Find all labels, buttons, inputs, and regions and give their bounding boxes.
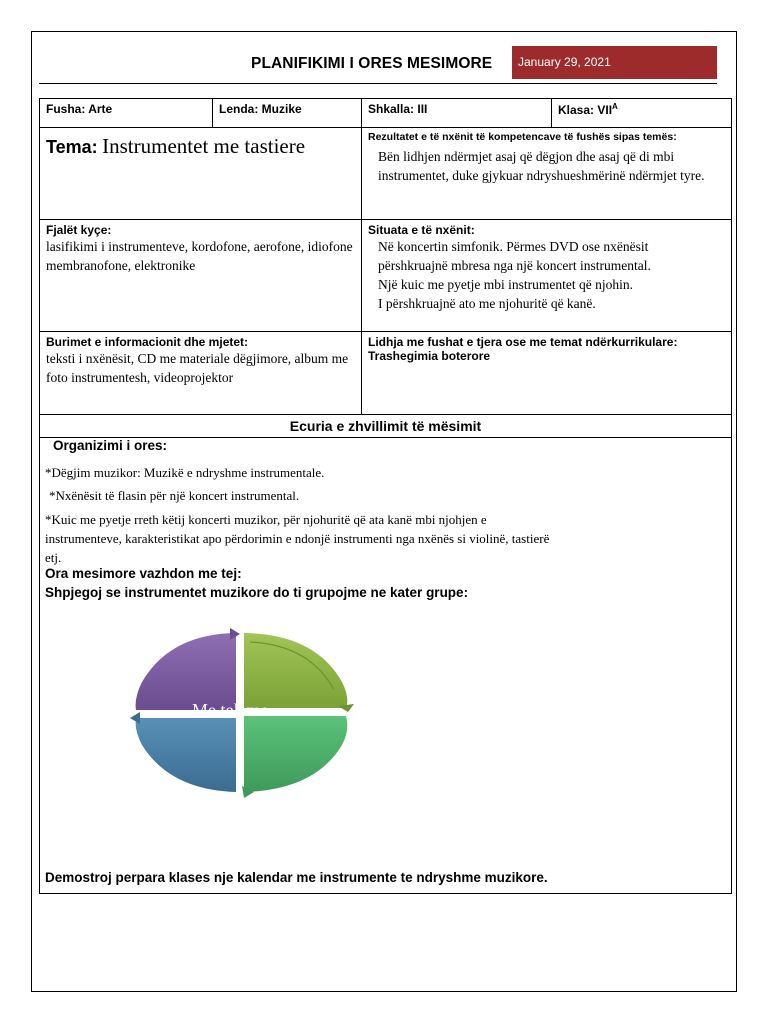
shkalla-cell: Shkalla: III — [362, 99, 552, 128]
lenda-cell: Lenda: Muzike — [213, 99, 362, 128]
tema-label: Tema: — [46, 137, 98, 157]
situata-line: përshkruajnë mbresa nga një koncert instrumental. — [378, 258, 651, 273]
situata-cell — [362, 220, 732, 332]
quadrant-light-green — [244, 633, 347, 708]
diagram-center-label: Me telame — [192, 700, 269, 720]
lidhja-text: Trashegimia boterore — [368, 349, 491, 363]
grouping-explanation: Shpjegoj se instrumentet muzikore do ti grupojme ne kater grupe: — [45, 585, 469, 600]
rezultatet-label: Rezultatet e të nxënit të kompetencave të fushës sipas temës: — [368, 131, 677, 143]
rezultatet-cell — [362, 128, 732, 220]
step-listening: *Dëgjim muzikor: Muzikë e ndryshme instrumentale. — [45, 465, 325, 480]
klasa-cell — [552, 99, 732, 128]
organizimi-heading: Organizimi i ores: — [53, 438, 168, 453]
step-discussion: *Nxënësit të flasin për një koncert instrumental. — [49, 488, 300, 503]
lidhja-cell — [362, 332, 732, 415]
tema-cell — [40, 128, 362, 220]
header-divider — [39, 83, 717, 84]
situata-line: I përshkruajnë ato me njohuritë që kanë. — [378, 296, 596, 311]
quadrant-blue — [136, 718, 236, 792]
lidhja-label: Lidhja me fushat e tjera ose me temat ndërkurrikulare: — [368, 335, 678, 349]
situata-line: Një kuic me pyetje mbi instrumentet që njohin. — [378, 277, 633, 292]
fusha-cell: Fusha: Arte — [40, 99, 213, 128]
quadrant-purple — [136, 633, 236, 710]
burimet-text: teksti i nxënësit, CD me materiale dëgjimore, album me foto instrumentesh, videoprojektor — [46, 351, 349, 385]
situata-line: Në koncertin simfonik. Përmes DVD ose nxënësit — [378, 239, 649, 254]
quadrant-green — [244, 716, 347, 792]
continuation-heading: Ora mesimore vazhdon me tej: — [45, 566, 242, 581]
document-title: PLANIFIKIMI I ORES MESIMORE — [251, 55, 493, 72]
instrument-groups-diagram — [130, 620, 360, 800]
situata-label: Situata e të nxënit: — [368, 223, 475, 237]
fjalet-cell — [40, 220, 362, 332]
klasa-label: Klasa: VII — [558, 103, 613, 117]
burimet-cell — [40, 332, 362, 415]
burimet-label: Burimet e informacionit dhe mjetet: — [46, 335, 249, 349]
rezultatet-text: Bën lidhjen ndërmjet asaj që dëgjon dhe asaj që di mbi instrumentet, duke gjykuar ndryshueshmërinë ndërmjet tyre. — [378, 149, 705, 183]
fjalet-label: Fjalët kyçe: — [46, 223, 112, 237]
step-quiz: *Kuic me pyetje rreth këtij koncerti muzikor, për njohuritë që ata kanë mbi njohjen e instrumenteve, karakteristikat apo përdorimin e ndonjë instrumenti nga nxënës si violinë, tastierë etj. — [45, 512, 550, 565]
ecuria-title: Ecuria e zhvillimit të mësimit — [40, 415, 732, 438]
arrow-blue — [130, 712, 140, 724]
date-badge: January 29, 2021 — [512, 46, 717, 79]
demonstration-step: Demostroj perpara klases nje kalendar me instrumente te ndryshme muzikore. — [45, 870, 548, 885]
fjalet-text: lasifikimi i instrumenteve, kordofone, aerofone, idiofone membranofone, elektronike — [46, 239, 353, 273]
klasa-superscript: A — [612, 102, 618, 111]
tema-value: Instrumentet me tastiere — [102, 134, 306, 158]
header — [39, 45, 717, 83]
